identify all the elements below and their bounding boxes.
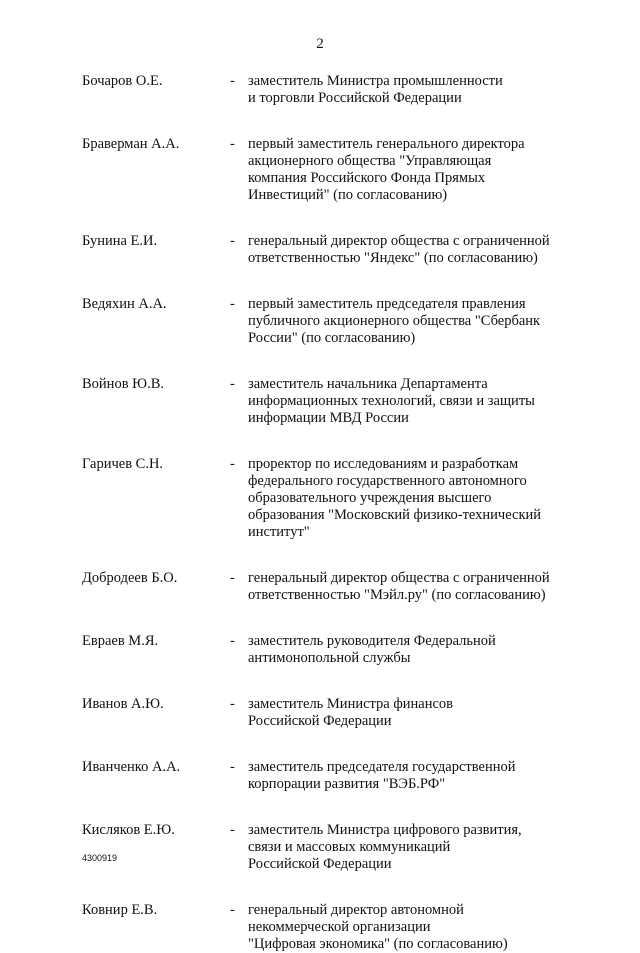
position-line: институт" [248,524,310,540]
position-line: заместитель Министра промышленности [248,73,503,89]
member-name: Иванов А.Ю. [82,696,164,712]
position-line: генеральный директор общества с ограниченной [248,570,550,586]
dash-separator: - [230,696,235,712]
dash-separator: - [230,570,235,586]
page-number: 2 [316,36,324,52]
member-position [248,456,578,541]
dash-separator: - [230,376,235,392]
dash-separator: - [230,822,235,838]
list-item [0,376,640,427]
position-line: акционерного общества "Управляющая [248,153,492,169]
dash-separator: - [230,233,235,249]
position-line: корпорации развития "ВЭБ.РФ" [248,776,446,792]
list-item [0,73,640,107]
member-position [248,902,578,953]
member-name: Кисляков Е.Ю. [82,822,175,838]
position-line: первый заместитель председателя правления [248,296,526,312]
position-line: федерального государственного автономного [248,473,527,489]
member-name: Войнов Ю.В. [82,376,164,392]
member-position [248,696,578,730]
list-item [0,822,640,873]
position-line: заместитель начальника Департамента [248,376,488,392]
position-line: заместитель председателя государственной [248,759,516,775]
member-position [248,633,578,667]
position-line: компания Российского Фонда Прямых [248,170,486,186]
list-item [0,233,640,267]
member-name: Бочаров О.Е. [82,73,163,89]
position-line: публичного акционерного общества "Сбербанк [248,313,541,329]
position-line: некоммерческой организации [248,919,431,935]
list-item [0,456,640,541]
member-position [248,73,578,107]
member-name: Бунина Е.И. [82,233,158,249]
position-line: Инвестиций" (по согласованию) [248,187,448,203]
position-line: образования "Московский физико-технический [248,507,542,523]
member-position [248,759,578,793]
list-item [0,296,640,347]
position-line: Российской Федерации [248,856,392,872]
position-line: ответственностью "Яндекс" (по согласованию) [248,250,538,266]
list-item [0,633,640,667]
dash-separator: - [230,759,235,775]
position-line: и торговли Российской Федерации [248,90,462,106]
position-line: Российской Федерации [248,713,392,729]
dash-separator: - [230,296,235,312]
position-line: "Цифровая экономика" (по согласованию) [248,936,508,952]
position-line: антимонопольной службы [248,650,411,666]
member-name: Браверман А.А. [82,136,180,152]
list-item [0,570,640,604]
position-line: генеральный директор общества с ограниченной [248,233,550,249]
dash-separator: - [230,456,235,472]
member-name: Добродеев Б.О. [82,570,178,586]
member-position [248,570,578,604]
member-name: Евраев М.Я. [82,633,159,649]
member-position [248,136,578,204]
position-line: заместитель Министра финансов [248,696,453,712]
list-item [0,136,640,204]
member-name: Гаричев С.Н. [82,456,164,472]
position-line: заместитель Министра цифрового развития, [248,822,522,838]
document-code: 4300919 [82,853,118,863]
position-line: России" (по согласованию) [248,330,416,346]
dash-separator: - [230,633,235,649]
member-name: Иванченко А.А. [82,759,181,775]
position-line: образовательного учреждения высшего [248,490,492,506]
dash-separator: - [230,73,235,89]
member-position [248,296,578,347]
position-line: связи и массовых коммуникаций [248,839,451,855]
member-name: Ведяхин А.А. [82,296,167,312]
list-item [0,696,640,730]
dash-separator: - [230,136,235,152]
list-item [0,902,640,953]
position-line: проректор по исследованиям и разработкам [248,456,519,472]
position-line: первый заместитель генерального директора [248,136,525,152]
position-line: информационных технологий, связи и защиты [248,393,535,409]
position-line: генеральный директор автономной [248,902,464,918]
dash-separator: - [230,902,235,918]
position-line: ответственностью "Мэйл.ру" (по согласованию) [248,587,546,603]
member-name: Ковнир Е.В. [82,902,158,918]
position-line: заместитель руководителя Федеральной [248,633,496,649]
list-item [0,759,640,793]
member-position [248,376,578,427]
position-line: информации МВД России [248,410,409,426]
member-position [248,822,578,873]
member-position [248,233,578,267]
